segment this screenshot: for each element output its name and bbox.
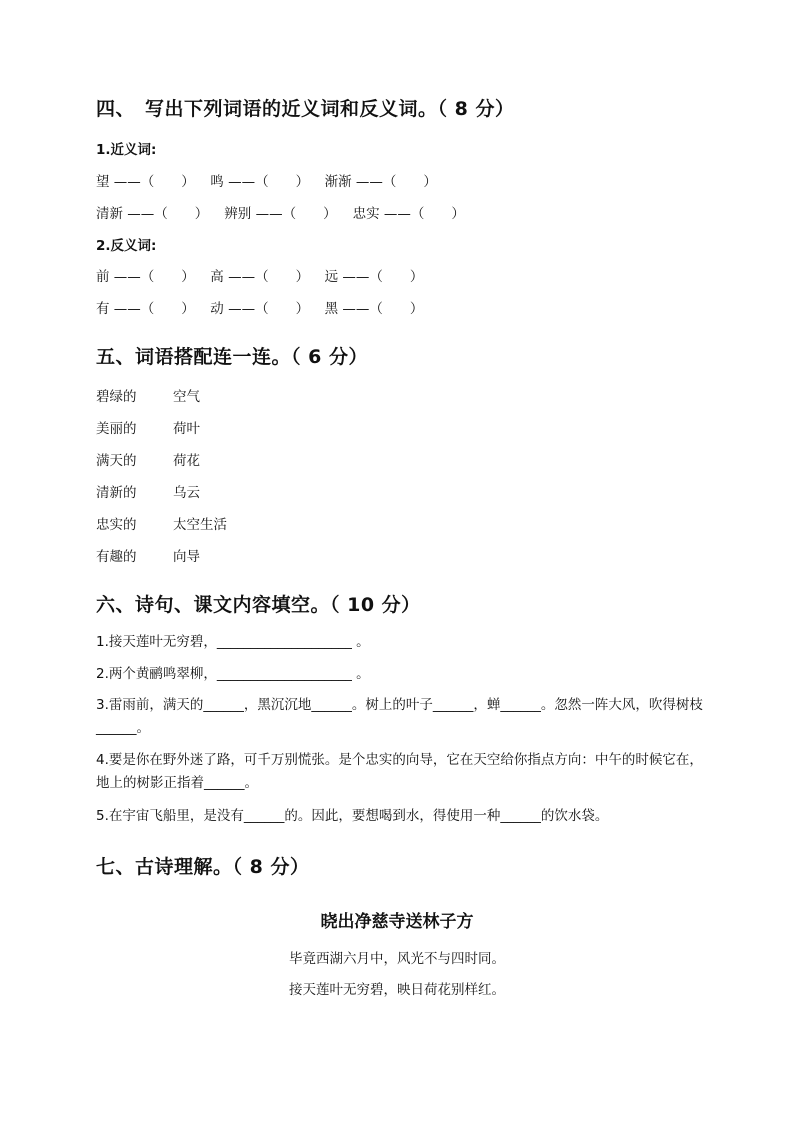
match-right-word: 荷花 <box>173 453 200 469</box>
poem-line-1: 毕竟西湖六月中，风光不与四时同。 <box>289 951 505 967</box>
poem-line-2: 接天莲叶无穷碧，映日荷花别样红。 <box>289 982 505 998</box>
synonym-item: 辨别 ——（ ） <box>224 206 337 222</box>
antonyms-label: 2.反义词: <box>96 238 157 254</box>
synonyms-row-1 <box>96 170 437 190</box>
match-left-word: 美丽的 <box>96 421 137 437</box>
fill-blank-item-4: 4.要是你在野外迷了路，可千万别慌张。是个忠实的向导，它在天空给你指点方向：中午的时候它在，地上的树影正指着______。 <box>96 752 703 791</box>
match-left-word: 清新的 <box>96 485 137 501</box>
antonym-item: 远 ——（ ） <box>324 269 424 285</box>
poem-title: 晓出净慈寺送林子方 <box>320 912 474 932</box>
section6-heading: 六、诗句、课文内容填空。（ 10 分） <box>96 594 421 616</box>
fill-blank-item-1: 1.接天莲叶无穷碧，____________________ 。 <box>96 634 370 650</box>
antonyms-row-2 <box>96 297 423 317</box>
antonym-item: 黑 ——（ ） <box>324 301 424 317</box>
antonym-item: 前 ——（ ） <box>96 269 195 285</box>
section5-heading: 五、词语搭配连一连。（ 6 分） <box>96 346 368 368</box>
section4-heading: 四、 写出下列词语的近义词和反义词。（ 8 分） <box>96 98 515 120</box>
match-right-word: 荷叶 <box>173 421 200 437</box>
synonym-item: 鸣 ——（ ） <box>210 174 310 190</box>
synonym-item: 清新 ——（ ） <box>96 206 209 222</box>
section7-heading: 七、古诗理解。（ 8 分） <box>96 856 310 878</box>
antonyms-row-1 <box>96 265 423 285</box>
match-left-word: 忠实的 <box>96 517 137 533</box>
antonym-item: 动 ——（ ） <box>210 301 310 317</box>
match-right-word: 太空生活 <box>173 517 227 533</box>
fill-blank-item-3: 3.雷雨前，满天的______，黑沉沉地______。树上的叶子______，蝉______。忽然一阵大风，吹得树枝______。 <box>96 697 703 736</box>
antonym-item: 有 ——（ ） <box>96 301 195 317</box>
match-right-word: 向导 <box>173 549 200 565</box>
match-left-word: 碧绿的 <box>96 389 137 405</box>
synonym-item: 望 ——（ ） <box>96 174 195 190</box>
synonyms-row-2 <box>96 202 465 222</box>
match-right-word: 空气 <box>173 389 200 405</box>
match-left-word: 有趣的 <box>96 549 137 565</box>
fill-blank-item-2: 2.两个黄鹂鸣翠柳，____________________ 。 <box>96 666 370 682</box>
synonym-item: 渐渐 ——（ ） <box>324 174 437 190</box>
synonym-item: 忠实 ——（ ） <box>352 206 465 222</box>
antonym-item: 高 ——（ ） <box>210 269 310 285</box>
fill-blank-item-5: 5.在宇宙飞船里，是没有______的。因此，要想喝到水，得使用一种______的饮水袋。 <box>96 808 609 824</box>
match-right-word: 乌云 <box>173 485 200 501</box>
synonyms-label: 1.近义词: <box>96 142 157 158</box>
match-left-word: 满天的 <box>96 453 137 469</box>
